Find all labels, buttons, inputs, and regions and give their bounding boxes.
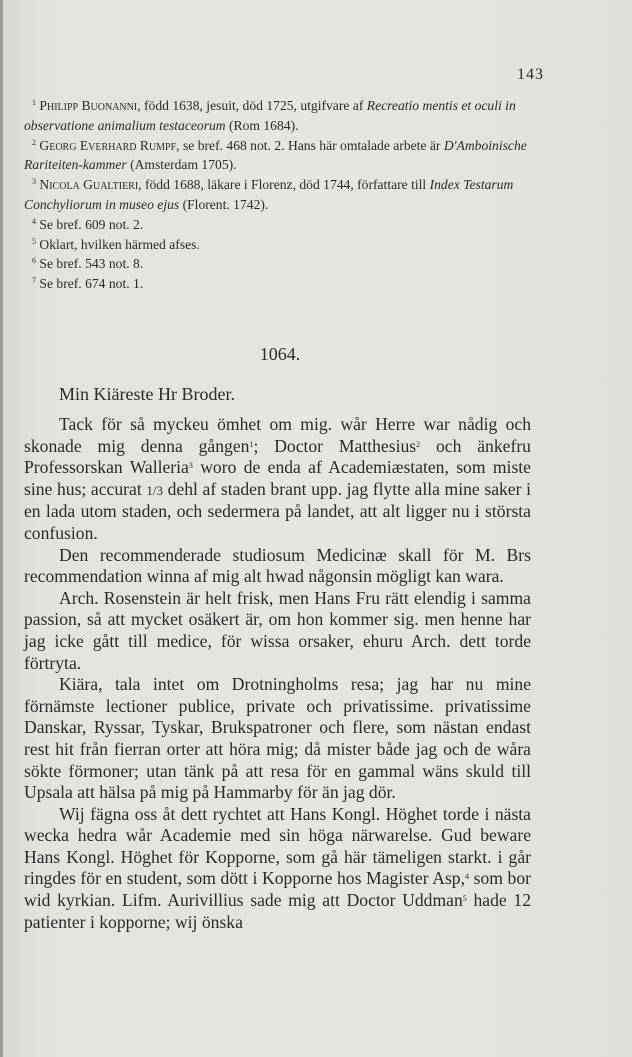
footnote-mark: 7 xyxy=(32,276,36,286)
salutation: Min Kiäreste Hr Broder. xyxy=(59,384,235,404)
paragraph-3: Arch. Rosenstein är helt frisk, men Hans Fru rätt elendig i samma passion, så att mycket osäkert är, om hon kommer sig. men henne har jag icke gått till medice, för wissa orsaker, ehuru Arch. dett torde förtryta. xyxy=(24,587,531,673)
paragraph-text: Wij fägna oss åt dett rychtet att Hans Kongl. Höghet torde i nästa wecka hedra wår Academie med sin höga närwarelse. Gud beware Hans Kongl. Höghet för Kopporne, som gå här tämeligen starkt. i går ringdes för en student, som dött i Kopporne hos Magister Asp, xyxy=(24,803,531,889)
footnote-7 xyxy=(24,274,546,294)
footnote-text: Se bref. 674 not. 1. xyxy=(36,276,144,292)
paragraph-5 xyxy=(24,804,531,934)
footnote-mark: 2 xyxy=(32,137,36,147)
paragraph-1 xyxy=(24,414,531,545)
paragraph-4: Kiära, tala intet om Drotningholms resa; jag har nu mine förnämste lectioner publice, private och privatissime. privatissime Danskar, Ryssar, Tyskar, Brukspatroner och flere, som nästan endast rest hit från fierran orter att höra mig; då mister både jag och de wåra sökte förmoner; utan tänk på att resa för en gammal wäns skuld till Upsala att hälsa på mig på Hammarby för än jag dör. xyxy=(24,674,531,803)
footnote-3 xyxy=(24,175,546,215)
footnote-4 xyxy=(24,215,546,235)
footnote-text: Se bref. 609 not. 2. xyxy=(36,216,144,232)
paragraph-text: ; Doctor Matthesius xyxy=(253,435,417,456)
footnote-6 xyxy=(24,254,546,274)
footnote-text: se bref. 468 not. 2. Hans här omtalade arbete är xyxy=(179,137,444,153)
footnote-person: Georg Everhard Rumpf, xyxy=(39,137,180,153)
footnote-person: Philipp Buonanni, xyxy=(39,98,141,113)
footnote-mark: 6 xyxy=(32,256,36,266)
footnote-text: Se bref. 543 not. 8. xyxy=(36,256,144,272)
footnote-2 xyxy=(24,136,546,176)
footnote-text: (Florent. 1742). xyxy=(179,196,269,212)
footnote-mark: 5 xyxy=(32,236,36,246)
footnote-mark: 3 xyxy=(32,177,36,187)
footnote-mark: 1 xyxy=(32,98,36,107)
paragraph-text: hade 12 patienter i kopporne; wij önska xyxy=(24,890,531,932)
footnote-5 xyxy=(24,235,546,255)
page-number: 143 xyxy=(517,66,544,83)
paragraph-text: och änkefru Professorskan Walleria xyxy=(24,435,531,478)
footnote-text: (Amsterdam 1705). xyxy=(126,157,237,173)
paragraph-text: som bor wid kyrkian. Lifm. Aurivillius sade mig att Doctor Uddman xyxy=(24,868,531,911)
footnote-text: född 1638, jesuit, död 1725, utgifvare af xyxy=(140,98,367,113)
letter-number: 1064. xyxy=(259,344,301,364)
footnote-text: född 1688, läkare i Florenz, död 1744, författare till xyxy=(141,177,430,193)
footnote-work-title: Index Testarum Conchyliorum in museo ejus xyxy=(24,177,514,212)
footnote-person: Nicola Gualtieri, xyxy=(39,177,142,193)
paragraph-text: dehl af staden brant upp. jag flytte alla mine saker i en lada utom staden, och sedermera på landet, att alt ligger nu i största confusion. xyxy=(24,478,531,543)
note-reference: 5 xyxy=(462,894,467,904)
letter-body xyxy=(24,414,531,933)
footnote-work-title: D'Amboinische Rariteiten-kammer xyxy=(24,137,527,173)
note-reference: 3 xyxy=(188,461,193,471)
fraction: 1/3 xyxy=(146,482,163,498)
paragraph-text: Tack för så myckeu ömhet om mig. wår Herre war nådig och skonade mig denna gången xyxy=(24,414,531,456)
footnote-1 xyxy=(24,96,546,136)
page-edge xyxy=(0,0,3,1057)
footnote-text: Oklart, hvilken härmed afses. xyxy=(36,236,200,252)
footnote-text: (Rom 1684). xyxy=(225,117,299,133)
footnote-work-title: Recreatio mentis et oculi in observatione animalium testaceorum xyxy=(24,98,516,133)
note-reference: 4 xyxy=(464,872,469,882)
footnote-mark: 4 xyxy=(32,216,36,226)
paragraph-text: woro de enda af Academiæstaten, som miste sine hus; accurat xyxy=(24,457,531,499)
note-reference: 2 xyxy=(416,439,421,449)
footnotes xyxy=(24,96,546,294)
note-reference: 1 xyxy=(249,439,254,449)
paragraph-2: Den recommenderade studiosum Medicinæ skall för M. Brs recommendation winna af mig alt hwad någonsin mögligt kan wara. xyxy=(24,544,531,587)
